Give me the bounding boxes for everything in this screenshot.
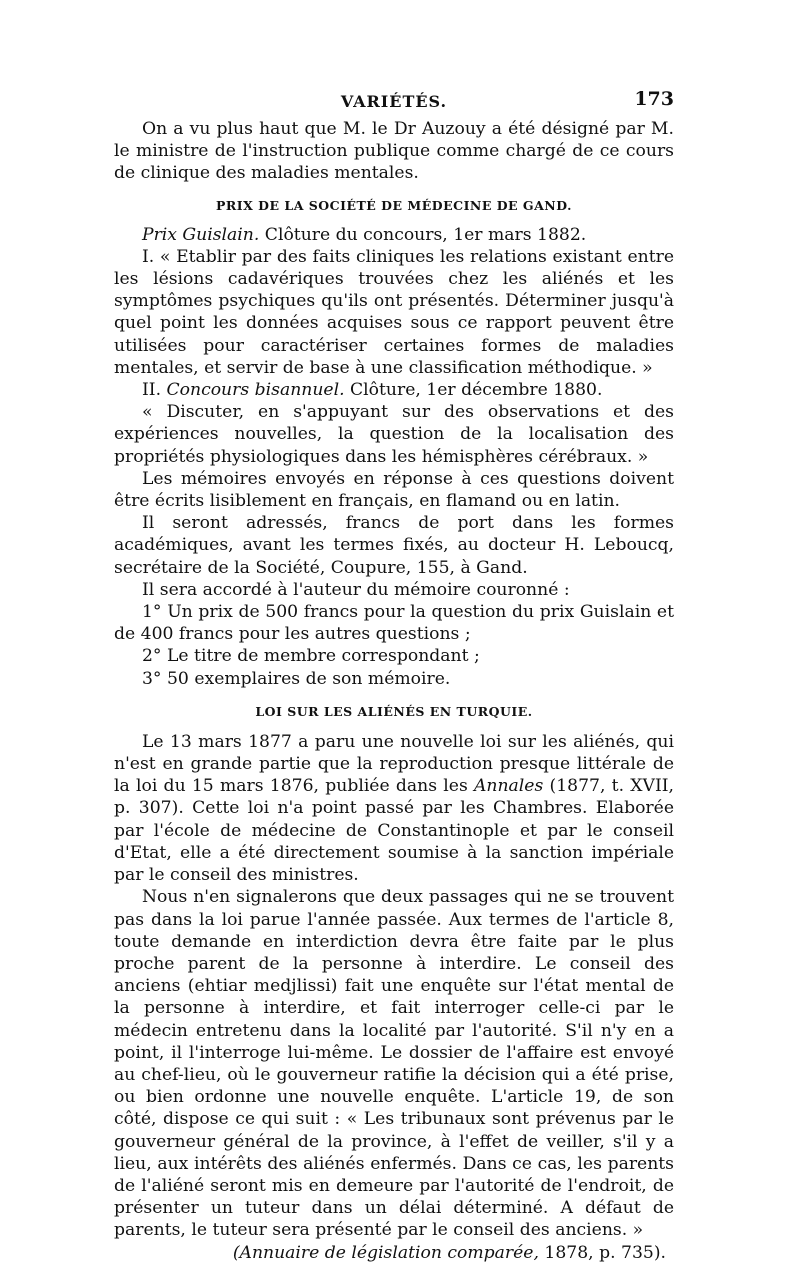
page-header [114, 88, 674, 118]
loi-text-a: Le 13 mars 1877 a paru une nouvelle loi sur les aliénés, qui n'est en grande partie que la reproduction presque littérale de la loi du 15 mars 1876, publiée dans les [114, 731, 674, 797]
concours-text: Clôture, 1er décembre 1880. [344, 380, 603, 401]
reward-one: 1° Un prix de 500 francs pour la question du prix Guislain et de 400 francs pour les autres questions ; [114, 602, 674, 645]
accorde-paragraph: Il sera accordé à l'auteur du mémoire couronné : [142, 579, 570, 600]
question-two: « Discuter, en s'appuyant sur des observations et des expériences nouvelles, la question de la localisation des propriétés physiologiques dans les hémisphères cérébraux. » [114, 402, 674, 467]
prize-text: Clôture du concours, 1er mars 1882. [259, 224, 587, 245]
prize-label: Prix Guislain. [142, 224, 260, 245]
citation-source: (Annuaire de législation comparée, [232, 1242, 539, 1263]
memoires-paragraph: Les mémoires envoyés en réponse à ces questions doivent être écrits lisiblement en français, en flamand ou en latin. [114, 468, 674, 512]
question-one: I. « Etablir par des faits cliniques les relations existant entre les lésions cadavériques trouvées chez les aliénés et les symptômes psychiques qu'ils ont présentés. Déterminer jusqu'à quel point les données acquises sous ce rapport peuvent être utilisées pour caractériser certaines formes de maladies mentales, et servir de base à une classification méthodique. » [114, 246, 674, 378]
citation-ref: 1878, p. 735). [538, 1242, 666, 1263]
loi-paragraph-one [114, 731, 674, 886]
section-heading-gand: PRIX DE LA SOCIÉTÉ DE MÉDECINE DE GAND. [216, 197, 572, 213]
reward-three: 3° 50 exemplaires de son mémoire. [142, 668, 451, 689]
intro-paragraph: On a vu plus haut que M. le Dr Auzouy a été désigné par M. le ministre de l'instruction publique comme chargé de ce cours de clinique des maladies mentales. [114, 119, 674, 184]
reward-two: 2° Le titre de membre correspondant ; [142, 646, 480, 667]
loi-paragraph-two: Nous n'en signalerons que deux passages qui ne se trouvent pas dans la loi parue l'année passée. Aux termes de l'article 8, toute demande en interdiction devra être faite par le plus proche parent de la personne à interdire. Le conseil des anciens (ehtiar medjlissi) fait une enquête sur l'état mental de la personne à interdire, et fait interroger celle-ci par le médecin entretenu dans la localité par l'autorité. S'il n'y en a point, il l'interroge lui-même. Le dossier de l'affaire est envoyé au chef-lieu, où le gouverneur ratifie la décision qui a été prise, ou bien ordonne une nouvelle enquête. L'article 19, de son côté, dispose ce qui suit : « Les tribunaux sont prévenus par le gouverneur général de la province, à l'effet de veiller, s'il y a lieu, aux intérêts des aliénés enfermés. Dans ce cas, les parents de l'aliéné seront mis en demeure par l'autorité de l'endroit, de présenter un tuteur dans un délai déterminé. A défaut de parents, le tuteur sera présenté par le conseil des anciens. » [114, 887, 674, 1241]
book-page [114, 88, 674, 1264]
running-title: VARIÉTÉS. [340, 92, 448, 111]
prize-line [114, 224, 674, 246]
concours-line [114, 379, 674, 401]
concours-number: II. [142, 380, 167, 401]
section-heading-turquie: LOI SUR LES ALIÉNÉS EN TURQUIE. [255, 703, 533, 719]
citation [114, 1242, 674, 1264]
concours-label: Concours bisannuel. [166, 380, 345, 401]
adresse-paragraph: Il seront adressés, francs de port dans les formes académiques, avant les termes fixés, au docteur H. Leboucq, secrétaire de la Société, Coupure, 155, à Gand. [114, 513, 674, 578]
loi-text-b: (1877, t. XVII, p. 307). Cette loi n'a point passé par les Chambres. Elaborée par l'école de médecine de Constantinople et par le conseil d'Etat, elle a été directement soumise à la sanction impériale par le conseil des ministres. [114, 776, 674, 886]
page-number: 173 [634, 88, 674, 110]
annales-title: Annales [474, 776, 544, 797]
